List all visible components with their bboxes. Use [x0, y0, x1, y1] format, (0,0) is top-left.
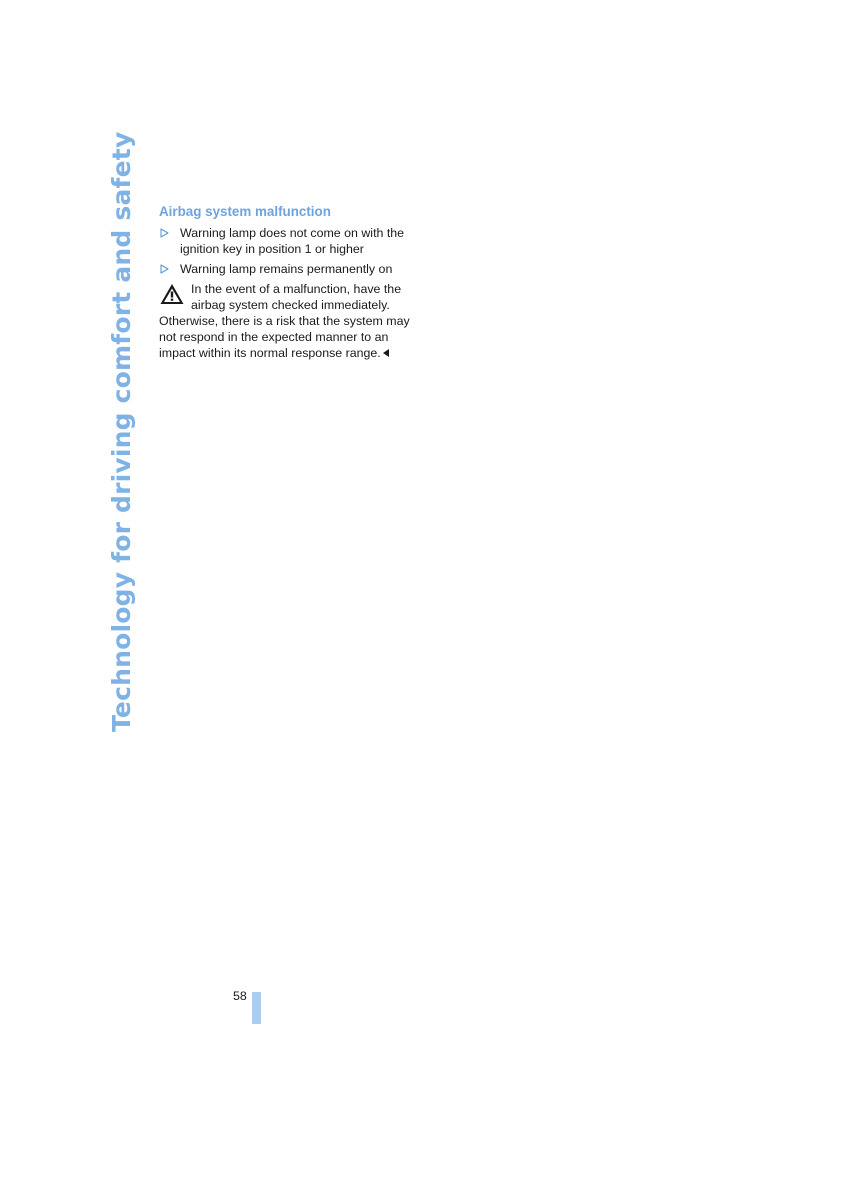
- list-item: [159, 261, 421, 277]
- list-item: [159, 225, 421, 257]
- chapter-side-title: Technology for driving comfort and safety: [107, 131, 136, 732]
- page-marker-bar: [252, 992, 261, 1024]
- end-mark-icon: [382, 346, 390, 356]
- list-item-text: Warning lamp does not come on with the ignition key in position 1 or higher: [180, 226, 405, 256]
- page-number: 58: [233, 989, 247, 1003]
- symptom-list: [159, 225, 421, 277]
- page-content: [159, 203, 421, 361]
- warning-note: [159, 281, 421, 361]
- warning-text: In the event of a malfunction, have the airbag system checked immediately. Otherwise, there is a risk that the system may not respond in the expected manner to an impact within its normal response range.: [159, 282, 410, 360]
- section-heading: Airbag system malfunction: [159, 204, 331, 219]
- warning-triangle-icon: [159, 282, 185, 306]
- list-item-text: Warning lamp remains permanently on: [180, 262, 393, 276]
- bullet-triangle-icon: [160, 225, 172, 241]
- bullet-triangle-icon: [160, 261, 172, 277]
